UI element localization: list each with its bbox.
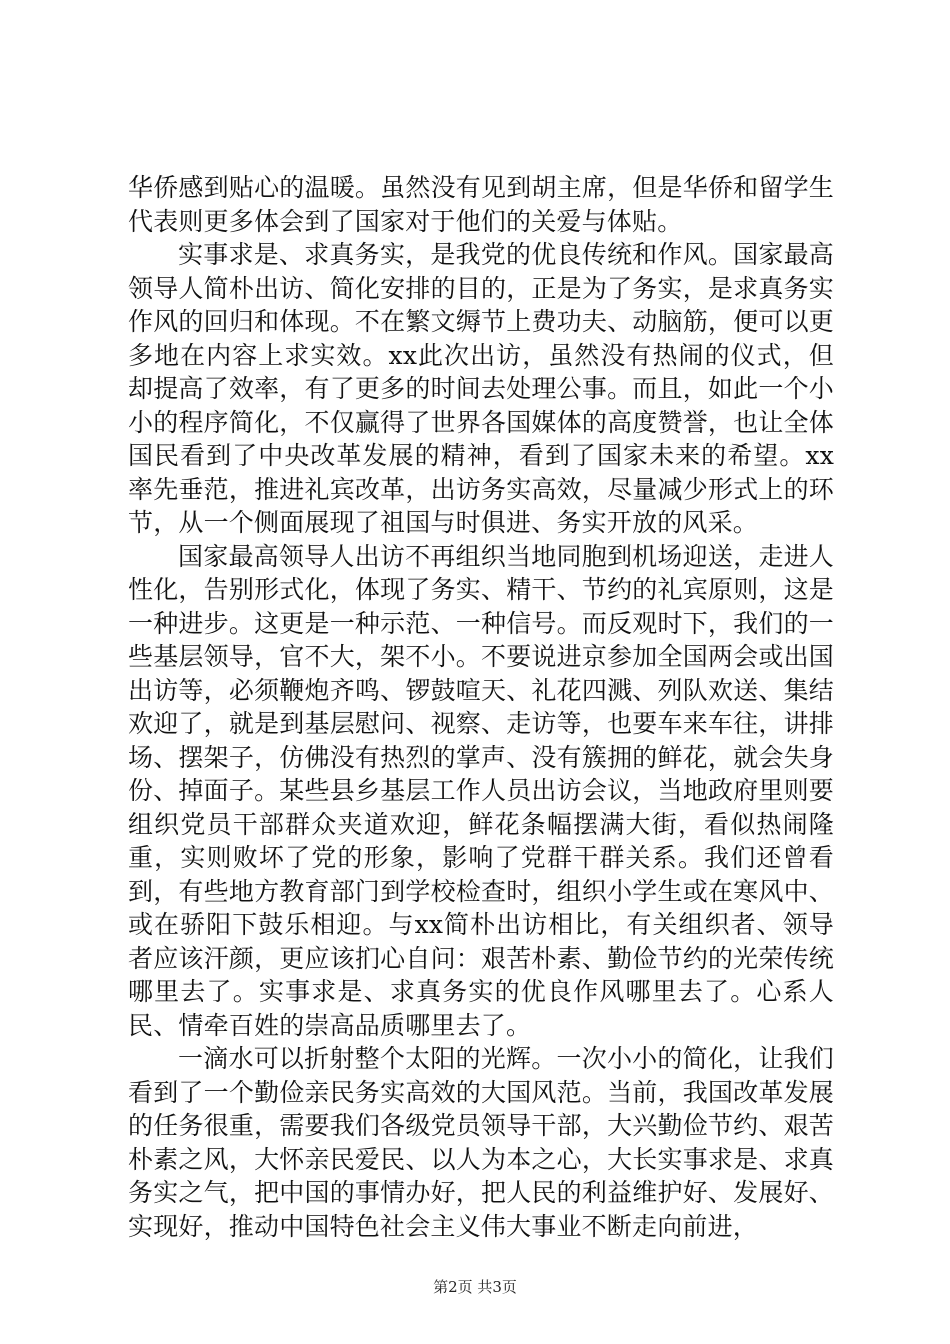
paragraph: 一滴水可以折射整个太阳的光辉。一次小小的简化，让我们看到了一个勤俭亲民务实高效的大国风范。当前，我国改革发展的任务很重，需要我们各级党员领导干部，大兴勤俭节约、艰苦朴素之风，大怀亲民爱民、以人为本之心，大长实事求是、求真务实之气，把中国的事情办好，把人民的利益维护好、发展好、实现好，推动中国特色社会主义伟大事业不断走向前进， xyxy=(128,1044,834,1241)
paragraph: 国家最高领导人出访不再组织当地同胞到机场迎送，走进人性化，告别形式化，体现了务实、精干、节约的礼宾原则，这是一种进步。这更是一种示范、一种信号。而反观时下，我们的一些基层领导，官不大，架不小。不要说进京参加全国两会或出国出访等，必须鞭炮齐鸣、锣鼓喧天、礼花四溅、列队欢送、集结欢迎了，就是到基层慰问、视察、走访等，也要车来车往，讲排场、摆架子，仿佛没有热烈的掌声、没有簇拥的鲜花，就会失身份、掉面子。某些县乡基层工作人员出访会议，当地政府里则要组织党员干部群众夹道欢迎，鲜花条幅摆满大街，看似热闹隆重，实则败坏了党的形象，影响了党群干群关系。我们还曾看到，有些地方教育部门到学校检查时，组织小学生或在寒风中、或在骄阳下鼓乐相迎。与xx简朴出访相比，有关组织者、领导者应该汗颜，更应该扪心自问：艰苦朴素、勤俭节约的光荣传统哪里去了。实事求是、求真务实的优良作风哪里去了。心系人民、情牵百姓的崇高品质哪里去了。 xyxy=(128,541,834,1040)
document-body xyxy=(128,171,834,1243)
page-footer: 第2页 共3页 xyxy=(433,1278,517,1296)
paragraph: 华侨感到贴心的温暖。虽然没有见到胡主席，但是华侨和留学生代表则更多体会到了国家对于他们的关爱与体贴。 xyxy=(128,173,834,236)
paragraph: 实事求是、求真务实，是我党的优良传统和作风。国家最高领导人简朴出访、简化安排的目的，正是为了务实，是求真务实作风的回归和体现。不在繁文缛节上费功夫、动脑筋，便可以更多地在内容上求实效。xx此次出访，虽然没有热闹的仪式，但却提高了效率，有了更多的时间去处理公事。而且，如此一个小小的程序简化，不仅赢得了世界各国媒体的高度赞誉，也让全体国民看到了中央改革发展的精神，看到了国家未来的希望。xx率先垂范，推进礼宾改革，出访务实高效，尽量减少形式上的环节，从一个侧面展现了祖国与时俱进、务实开放的风采。 xyxy=(128,240,834,537)
